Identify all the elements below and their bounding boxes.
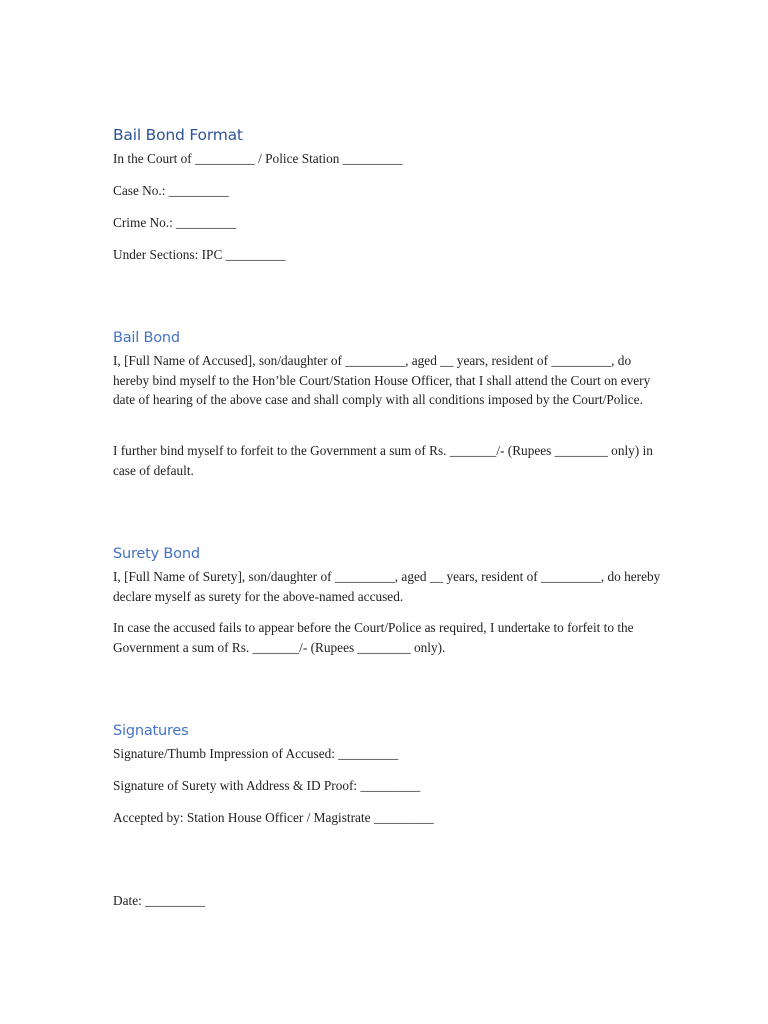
accused-signature-line: Signature/Thumb Impression of Accused: _________ xyxy=(113,746,399,761)
date-line: Date: _________ xyxy=(113,893,205,908)
signatures-heading: Signatures xyxy=(113,723,189,739)
crime-number-line: Crime No.: _________ xyxy=(113,215,236,230)
sections-line: Under Sections: IPC _________ xyxy=(113,247,286,262)
case-number-line: Case No.: _________ xyxy=(113,183,229,198)
bail-bond-paragraph-1: I, [Full Name of Accused], son/daughter of _________, aged __ years, resident of _________, do hereby bind myself to the Hon’ble Court/Station House Officer, that I shall attend the Court on every date of hearing of the above case and shall comply with all conditions imposed by the Court/Police. xyxy=(113,353,651,407)
bail-bond-heading: Bail Bond xyxy=(113,330,180,346)
surety-bond-paragraph-2: In case the accused fails to appear before the Court/Police as required, I undertake to forfeit to the Government a sum of Rs. _______/- (Rupees ________ only). xyxy=(113,620,634,655)
surety-signature-line: Signature of Surety with Address & ID Proof: _________ xyxy=(113,778,421,793)
bail-bond-paragraph-2: I further bind myself to forfeit to the Government a sum of Rs. _______/- (Rupees ________ only) in case of default. xyxy=(113,443,653,478)
surety-bond-paragraph-1: I, [Full Name of Surety], son/daughter of _________, aged __ years, resident of _________, do hereby declare myself as surety for the above-named accused. xyxy=(113,569,661,604)
surety-bond-heading: Surety Bond xyxy=(113,546,200,562)
document-title: Bail Bond Format xyxy=(113,126,243,144)
court-line: In the Court of _________ / Police Station _________ xyxy=(113,151,403,166)
accepted-by-line: Accepted by: Station House Officer / Magistrate _________ xyxy=(113,810,434,825)
